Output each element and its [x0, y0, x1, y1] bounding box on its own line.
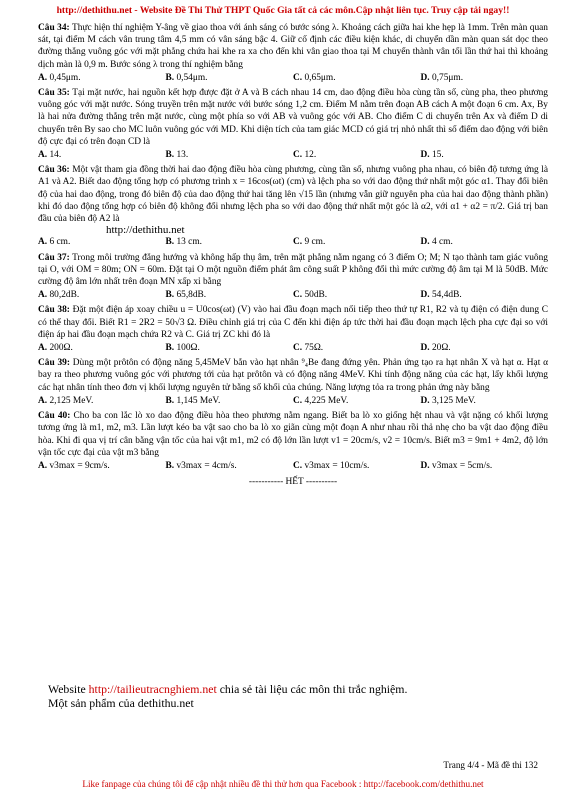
question-number: Câu 39: — [38, 358, 70, 369]
question-text: Thực hiện thí nghiệm Y-âng về giao thoa với ánh sáng có bước sóng λ. Khoảng cách giữa hai khe hẹp là 1mm. Trên màn quan sát, tại điểm M cách vân trung tâm 4,5 mm có vân sáng bậc 4. Giữ cố định các điều kiện khác, di chuyển dần màn quan sát dọc theo đường thẳng vuông góc với mặt phẳng chứa hai khe ra xa cho đến khi vân giao thoa tại M chuyển thành vân tối lần thứ hai thì khoảng dịch màn là 0,9 m. Bước sóng λ trong thí nghiệm bằng — [38, 23, 548, 70]
option-d[interactable]: D. 4 cm. — [420, 237, 453, 248]
inline-site-link[interactable]: http://dethithu.net — [106, 224, 185, 237]
question-36 — [38, 164, 548, 248]
page-header: http://dethithu.net - Website Đề Thi Thử THPT Quốc Gia tất cả các môn.Cập nhật liên tục. Truy cập tải ngay!! — [56, 5, 510, 16]
answer-options — [38, 342, 548, 354]
option-d[interactable]: D. 54,4dB. — [420, 290, 462, 301]
question-39 — [38, 357, 548, 407]
page-number: Trang 4/4 - Mã đề thi 132 — [443, 760, 538, 770]
option-a[interactable]: A. v3max = 9cm/s. — [38, 460, 110, 471]
option-b[interactable]: B. 65,8dB. — [165, 290, 207, 301]
option-c[interactable]: C. 75Ω. — [293, 343, 324, 354]
page-footer: Like fanpage của chúng tôi để cập nhật nhiều đề thi thử hơn qua Facebook : http://facebook.com/dethithu.net — [82, 779, 484, 789]
option-b[interactable]: B. 1,145 MeV. — [165, 395, 221, 406]
question-40 — [38, 410, 548, 472]
question-text: Trong môi trường đẳng hướng và không hấp thụ âm, trên mặt phẳng nằm ngang có 3 điểm O; M; N tạo thành tam giác vuông tại O, với OM = 80m; ON = 60m. Đặt tại O một nguồn điểm phát âm công suất P không đổi thì mức cường độ âm tại M là 50dB. Mức cường độ âm lớn nhất trên đoạn MN xấp xỉ bằng — [38, 252, 548, 288]
promo-block — [48, 682, 548, 710]
option-a[interactable]: A. 2,125 MeV. — [38, 395, 94, 406]
question-34 — [38, 22, 548, 84]
question-number: Câu 40: — [38, 411, 71, 422]
option-c[interactable]: C. 9 cm. — [293, 237, 326, 248]
option-c[interactable]: C. 50dB. — [293, 290, 328, 301]
option-b[interactable]: B. 0,54μm. — [165, 72, 208, 83]
answer-options — [38, 149, 548, 161]
option-b[interactable]: B. 100Ω. — [165, 343, 200, 354]
option-c[interactable]: C. v3max = 10cm/s. — [293, 460, 370, 471]
question-37 — [38, 252, 548, 302]
option-d[interactable]: D. v3max = 5cm/s. — [420, 460, 493, 471]
question-38 — [38, 304, 548, 354]
option-a[interactable]: A. 14. — [38, 150, 62, 161]
answer-options — [38, 289, 548, 301]
promo-line-1: Website http://tailieutracnghiem.net chia sẻ tài liệu các môn thi trắc nghiệm. — [48, 682, 408, 696]
end-marker: ----------- HẾT ---------- — [248, 477, 338, 488]
question-text: Tại mặt nước, hai nguồn kết hợp được đặt ở A và B cách nhau 14 cm, dao động điều hòa cùng tần số, cùng pha, theo phương vuông góc với mặt nước. Sóng truyền trên mặt nước với bước sóng 1,2 cm. Điểm M nằm trên đoạn AB cách A một đoạn 6 cm. Ax, By là hai nửa đường thẳng trên mặt nước, cùng một phía so với AB và vuông góc với AB. Cho điểm C di chuyển trên Ax và điểm D di chuyển trên By sao cho MC luôn vuông góc với MD. Khi diện tích của tam giác MCD có giá trị nhỏ nhất thì số điểm dao động với biên độ cực đại có trên đoạn CD là — [38, 88, 548, 147]
option-d[interactable]: D. 3,125 MeV. — [420, 395, 476, 406]
question-35 — [38, 87, 548, 161]
question-text: Một vật tham gia đồng thời hai dao động điều hòa cùng phương, cùng tần số, nhưng vuông pha nhau, có biên độ tương ứng là A1 và A2. Biết dao động tổng hợp có phương trình x = 16cos(ωt) (cm) và lệch pha so với dao động thứ nhất một góc α1. Thay đổi biên độ của hai dao động, trong đó biên độ của dao động thứ hai tăng lên √15 lần (nhưng vẫn giữ nguyên pha của hai dao động thành phần) khi đó dao động tổng hợp có biên độ không đổi nhưng lệch pha so với dao động thứ nhất một góc là α2, với α1 + α2 = π/2. Giá trị ban đầu của biên độ A2 là — [38, 165, 548, 225]
answer-options — [38, 460, 548, 472]
option-c[interactable]: C. 12. — [293, 150, 317, 161]
question-number: Câu 37: — [38, 252, 70, 263]
question-number: Câu 36: — [38, 165, 70, 176]
option-b[interactable]: B. 13 cm. — [165, 237, 202, 248]
option-d[interactable]: D. 20Ω. — [420, 343, 451, 354]
promo-line-2: Một sản phẩm của dethithu.net — [48, 696, 194, 710]
option-d[interactable]: D. 0,75μm. — [420, 72, 464, 83]
option-a[interactable]: A. 6 cm. — [38, 237, 71, 248]
answer-options — [38, 395, 548, 407]
option-c[interactable]: C. 0,65μm. — [293, 72, 336, 83]
option-c[interactable]: C. 4,225 MeV. — [293, 395, 349, 406]
question-text: Dùng một prôtôn có động năng 5,45MeV bắn vào hạt nhân ⁹₄Be đang đứng yên. Phản ứng tạo ra hạt nhân X và hạt α. Hạt α bay ra theo phương vuông góc với phương tới của hạt prôtôn và có động năng 4MeV. Khi tính động năng của các hạt, lấy khối lượng các hạt nhân tính theo đơn vị khối lượng nguyên tử bằng số khối của chúng. Năng lượng tỏa ra trong phản ứng này bằng — [38, 358, 549, 393]
answer-options — [38, 236, 548, 248]
question-text: Đặt một điện áp xoay chiều u = U0cos(ωt) (V) vào hai đầu đoạn mạch nối tiếp theo thứ tự R1, R2 và tụ điện có điện dung C có thể thay đổi. Biết R1 = 2R2 = 50√3 Ω. Điều chỉnh giá trị của C đến khi điện áp tức thời hai đầu đoạn mạch lệch pha cực đại so với điện áp hai đầu đoạn mạch chứa R2 và C. Giá trị ZC khi đó là — [38, 305, 549, 340]
answer-options — [38, 72, 548, 84]
option-b[interactable]: B. 13. — [165, 150, 189, 161]
question-number: Câu 38: — [38, 305, 70, 316]
option-a[interactable]: A. 0,45μm. — [38, 72, 81, 83]
question-number: Câu 34: — [38, 23, 70, 33]
question-text: Cho ba con lắc lò xo dao động điều hòa theo phương nằm ngang. Biết ba lò xo giống hệt nhau và vật nặng có khối lượng tương ứng là m1, m2, m3. Lần lượt kéo ba vật sao cho ba lò xo giãn cùng một đoạn A như nhau rồi thả nhẹ cho ba vật dao động điều hòa. Khi đi qua vị trí cân bằng vận tốc của hai vật m1, m2 có độ lớn lần lượt v1 = 20cm/s, v2 = 10cm/s. Biết m3 = 9m1 + 4m2, độ lớn vận tốc cực đại của vật m3 bằng — [38, 411, 549, 458]
question-number: Câu 35: — [38, 88, 70, 99]
promo-link[interactable]: http://tailieutracnghiem.net — [88, 682, 217, 696]
option-a[interactable]: A. 80,2dB. — [38, 290, 80, 301]
option-b[interactable]: B. v3max = 4cm/s. — [165, 460, 237, 471]
exam-content — [38, 22, 548, 488]
option-a[interactable]: A. 200Ω. — [38, 343, 73, 354]
option-d[interactable]: D. 15. — [420, 150, 444, 161]
